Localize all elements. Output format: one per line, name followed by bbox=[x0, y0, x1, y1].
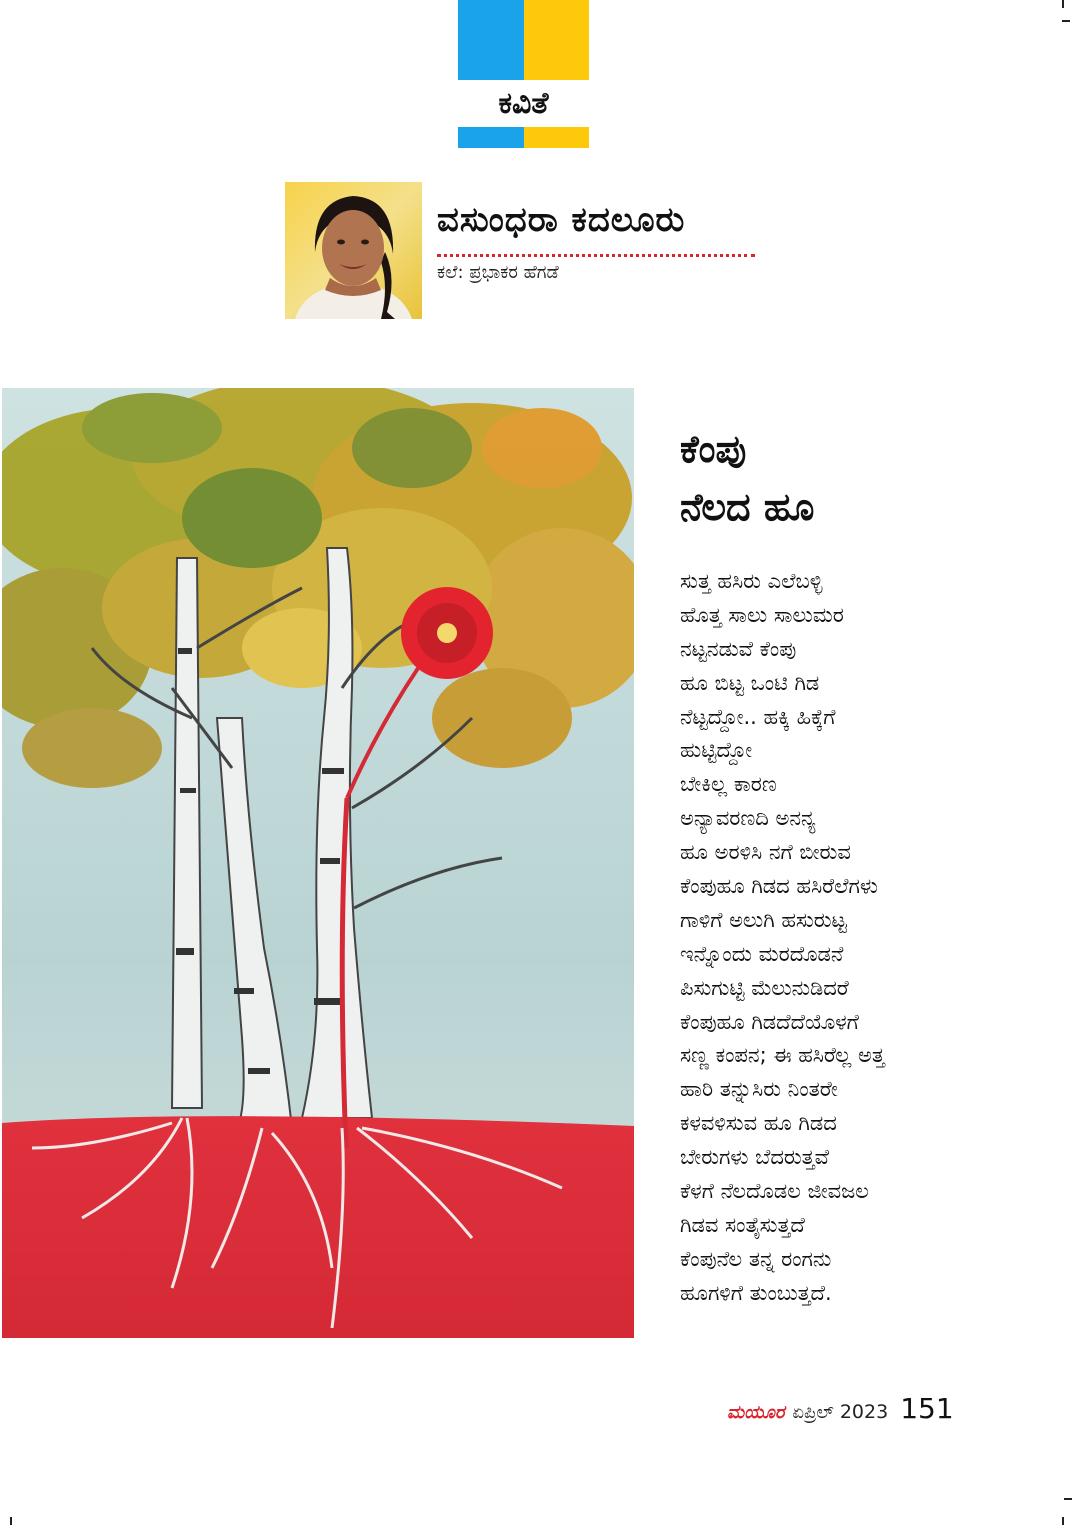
author-divider bbox=[437, 254, 755, 257]
poem-line: ಕೆಂಪುಹೂ ಗಿಡದೆದೆಯೊಳಗೆ bbox=[680, 1009, 859, 1034]
poem-line: ಅನ್ಯಾವರಣದಿ ಅನನ್ಯ bbox=[680, 806, 816, 831]
poem-line: ನೆಟ್ಟದ್ದೋ.. ಹಕ್ಕಿ ಹಿಕ್ಕೆಗೆ bbox=[680, 704, 836, 729]
poem-line: ಪಿಸುಗುಟ್ಟಿ ಮೆಲುನುಡಿದರೆ bbox=[680, 975, 849, 1000]
poem-line: ಬೇಕಿಲ್ಲ ಕಾರಣ bbox=[680, 772, 777, 797]
poem-line: ಸುತ್ತ ಹಸಿರು ಎಲೆಬಳ್ಳಿ bbox=[680, 569, 823, 593]
poem-line: ಗಾಳಿಗೆ ಅಲುಗಿ ಹಸುರುಟ್ಟ bbox=[680, 907, 847, 932]
poem-line: ಕೆಳಗೆ ನೆಲದೊಡಲ ಜೀವಜಲ bbox=[680, 1179, 869, 1204]
poem-line: ಕೆಂಪುಹೂ ಗಿಡದ ಹಸಿರೆಲೆಗಳು bbox=[680, 874, 878, 899]
author-portrait bbox=[285, 182, 422, 319]
poem-line: ಹೊತ್ತ ಸಾಲು ಸಾಲುಮರ bbox=[680, 602, 844, 627]
crop-mark bbox=[1062, 1517, 1064, 1525]
crop-mark bbox=[1062, 0, 1064, 8]
poem-body bbox=[680, 565, 885, 1311]
page-number: 151 bbox=[900, 1392, 954, 1425]
crop-mark bbox=[10, 1517, 12, 1525]
art-credit: ಕಲೆ: ಪ್ರಭಾಕರ ಹೆಗಡೆ bbox=[437, 262, 559, 283]
poem-line: ಸಣ್ಣ ಕಂಪನ; ಈ ಹಸಿರೆಲ್ಲ ಅತ್ತ bbox=[680, 1043, 885, 1068]
poem-line: ಬೇರುಗಳು ಬೆದರುತ್ತವೆ bbox=[680, 1145, 829, 1170]
section-badge bbox=[458, 0, 589, 148]
crop-mark bbox=[1062, 20, 1070, 22]
poem-title bbox=[680, 420, 814, 536]
badge-yellow-block bbox=[524, 0, 589, 80]
author-name: ವಸುಂಧರಾ ಕದಲೂರು bbox=[437, 200, 686, 240]
poem-line: ಇನ್ನೊಂದು ಮರದೊಡನೆ bbox=[680, 941, 844, 966]
issue-month: ಏಪ್ರಿಲ್ bbox=[792, 1402, 834, 1423]
poem-line: ನಟ್ಟನಡುವೆ ಕೆಂಪು bbox=[680, 636, 797, 661]
poem-title-line: ಕೆಂಪು bbox=[680, 427, 747, 471]
badge-blue-strip bbox=[458, 127, 524, 148]
poem-title-line: ನೆಲದ ಹೂ bbox=[680, 485, 815, 529]
page-footer bbox=[727, 1392, 954, 1428]
issue-year: 2023 bbox=[839, 1401, 889, 1423]
poem-line: ಹಾರಿ ತನ್ನುಸಿರು ನಿಂತರೇ bbox=[680, 1077, 838, 1102]
poem-line: ಹೂ ಬಿಟ್ಟ ಒಂಟಿ ಗಿಡ bbox=[680, 670, 820, 695]
poem-illustration bbox=[2, 388, 634, 1338]
poem-line: ಹುಟ್ಟಿದ್ದೋ bbox=[680, 738, 753, 763]
crop-mark bbox=[1064, 1498, 1072, 1500]
poem-line: ಗಿಡವ ಸಂತೈಸುತ್ತದೆ bbox=[680, 1212, 805, 1237]
poem-line: ಕಳವಳಿಸುವ ಹೂ ಗಿಡದ bbox=[680, 1111, 837, 1136]
badge-blue-block bbox=[458, 0, 524, 80]
badge-yellow-strip bbox=[524, 127, 589, 148]
magazine-name: ಮಯೂರ bbox=[727, 1402, 785, 1423]
poem-line: ಕೆಂಪುನೆಲ ತನ್ನ ರಂಗನು bbox=[680, 1246, 832, 1271]
poem-line: ಹೂಗಳಿಗೆ ತುಂಬುತ್ತದೆ. bbox=[680, 1280, 832, 1305]
section-label: ಕವಿತೆ bbox=[458, 80, 589, 126]
poem-line: ಹೂ ಅರಳಿಸಿ ನಗೆ ಬೀರುವ bbox=[680, 840, 851, 865]
